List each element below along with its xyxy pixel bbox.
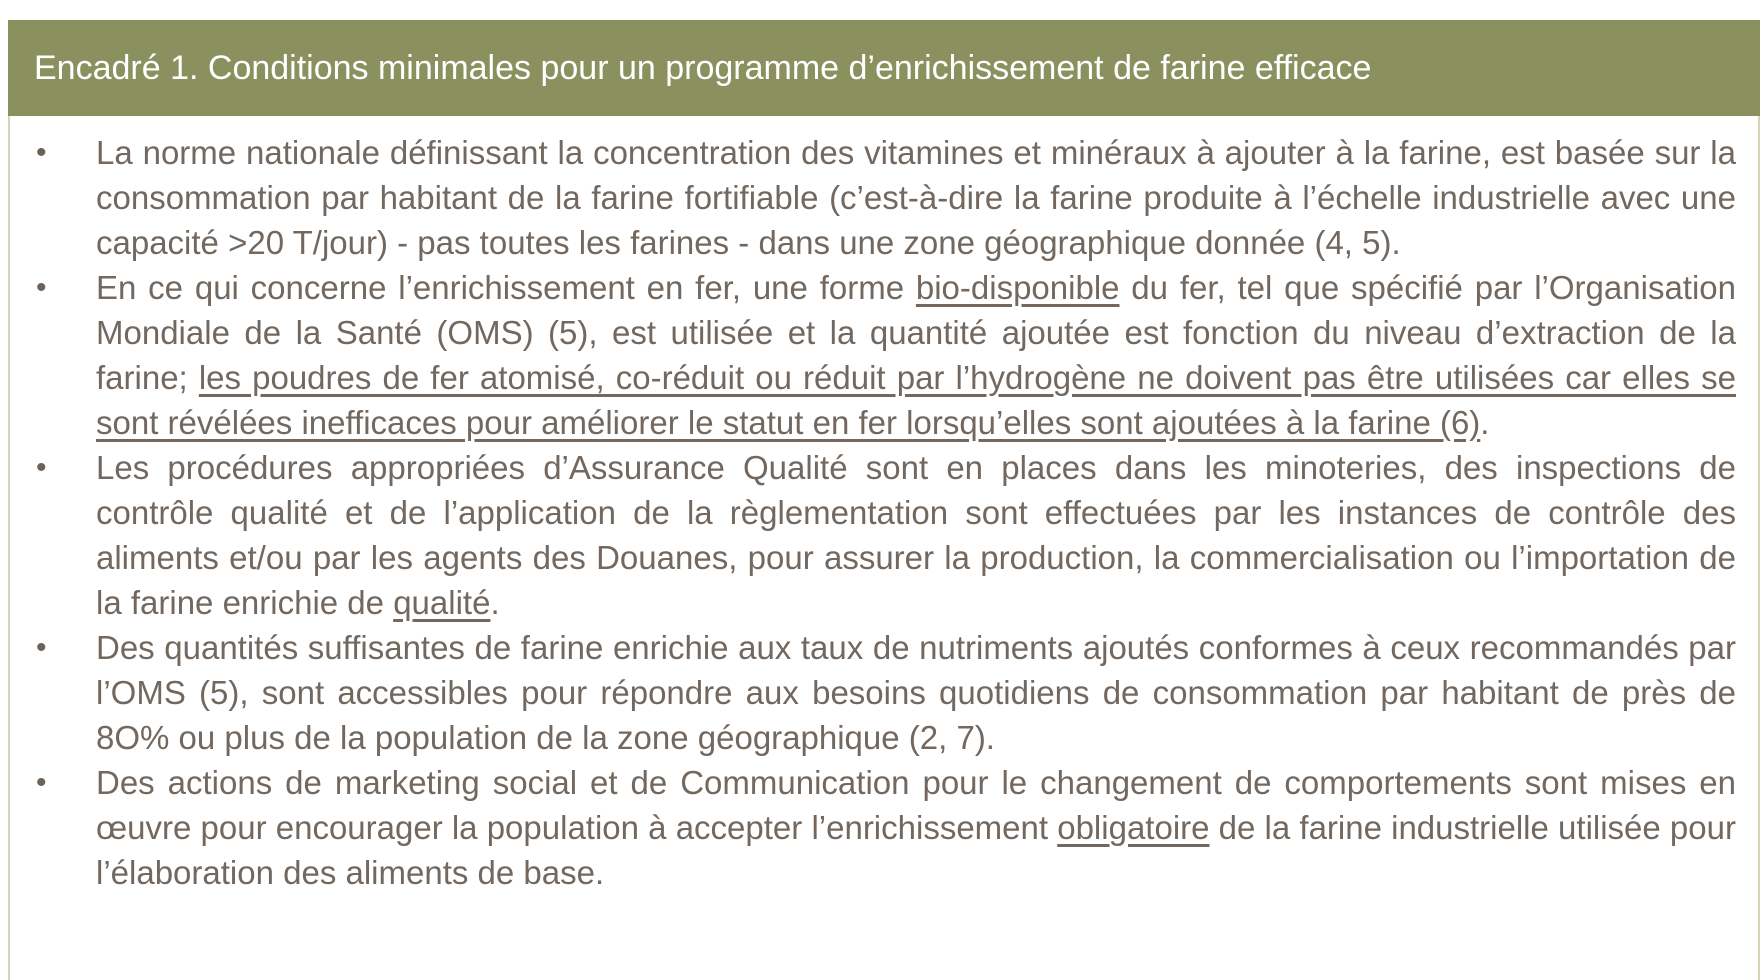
bullet-icon: • bbox=[36, 271, 47, 304]
item-text: Des actions de marketing social et de Communication pour le changement de comportements sont mises en œuvre pour encourager la population à accepter l’enrichissement bbox=[96, 764, 1736, 846]
item-text: . bbox=[1480, 404, 1490, 441]
list-item bbox=[36, 760, 1736, 895]
item-text: de la farine industrielle utilisée pour l’élaboration des aliments de base. bbox=[96, 809, 1736, 891]
item-text: Des quantités suffisantes de farine enrichie aux taux de nutriments ajoutés conformes à ceux recommandés par l’OMS (5), sont accessibles pour répondre aux besoins quotidiens de consommation par habitant de près de 8O% ou plus de la population de la zone géographique (2, 7). bbox=[96, 629, 1736, 756]
underlined-term: qualité bbox=[393, 584, 491, 621]
list-item bbox=[36, 265, 1736, 445]
list-item bbox=[36, 130, 1736, 265]
item-text: . bbox=[490, 584, 500, 621]
item-text: Les procédures appropriées d’Assurance Qualité sont en places dans les minoteries, des inspections de contrôle qualité et de l’application de la règlementation sont effectuées par les instances de contrôle des aliments et/ou par les agents des Douanes, pour assurer la production, la commercialisation ou l’importation de la farine enrichie de bbox=[96, 449, 1736, 621]
bullet-icon: • bbox=[36, 136, 47, 169]
bullet-icon: • bbox=[36, 631, 47, 664]
item-text: En ce qui concerne l’enrichissement en fer, une forme bbox=[96, 269, 916, 306]
item-text: du fer, tel que spécifié par l’Organisation Mondiale de la Santé (OMS) (5), est utilisée et la quantité ajoutée est fonction du niveau d’extraction de la farine; bbox=[96, 269, 1736, 396]
conditions-list bbox=[36, 130, 1736, 895]
list-item bbox=[36, 445, 1736, 625]
bullet-icon: • bbox=[36, 451, 47, 484]
item-text: La norme nationale définissant la concentration des vitamines et minéraux à ajouter à la farine, est basée sur la consommation par habitant de la farine fortifiable (c’est-à-dire la farine produite à l’échelle industrielle avec une capacité >20 T/jour) - pas toutes les farines - dans une zone géographique donnée (4, 5). bbox=[96, 134, 1736, 261]
underlined-statement: les poudres de fer atomisé, co-réduit ou réduit par l’hydrogène ne doivent pas être utilisées car elles se sont révélées inefficaces pour améliorer le statut en fer lorsqu’elles sont ajoutées à la farine (6) bbox=[96, 359, 1736, 441]
list-item bbox=[36, 625, 1736, 760]
bullet-icon: • bbox=[36, 766, 47, 799]
underlined-term: obligatoire bbox=[1057, 809, 1210, 846]
underlined-term: bio-disponible bbox=[915, 269, 1120, 306]
box-title: Encadré 1. Conditions minimales pour un programme d’enrichissement de farine efficace bbox=[8, 20, 1760, 116]
